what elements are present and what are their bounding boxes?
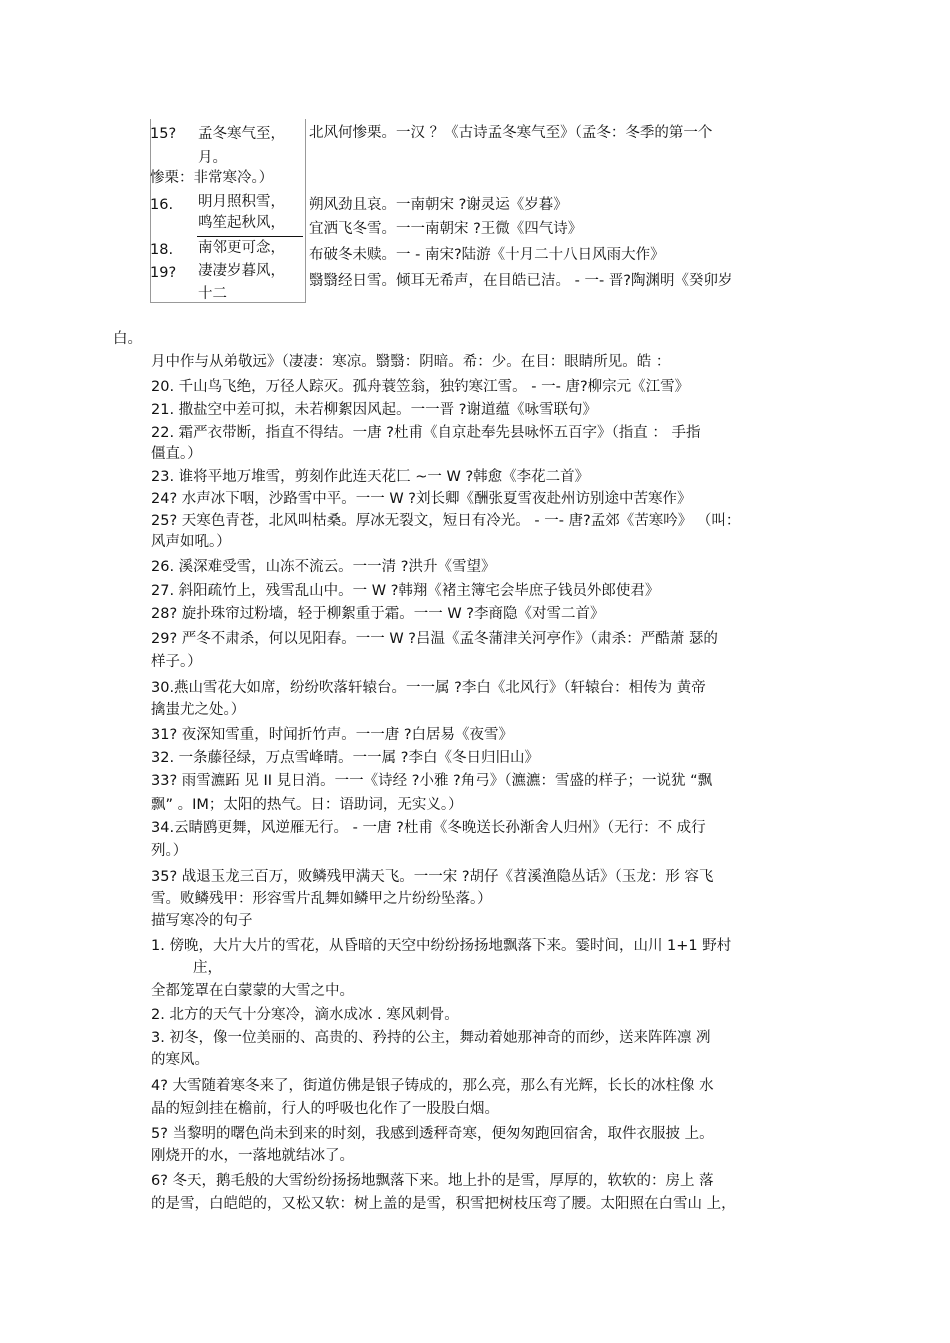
item-29-cont: 样子。） <box>151 654 202 670</box>
item-19-number: 19? <box>150 265 177 281</box>
sentence-1-end: 全都笼罩在白蒙蒙的大雪之中。 <box>151 983 354 999</box>
item-15-number: 15? <box>150 126 177 142</box>
item-21: 21. 撒盐空中差可拟，未若柳絮因风起。一一晋 ?谢道蕴《咏雪联句》 <box>151 402 597 418</box>
item-33-cont: 飘” 。IM；太阳的热气。日：语助词，无实义。） <box>151 797 463 813</box>
item-18-number: 18. <box>150 242 174 258</box>
item-34: 34.云睛鸥更舞，风逆雁无行。 - 一唐 ?杜甫《冬晚送长孙渐舍人归州》（无行：不 成行 <box>151 820 706 836</box>
item-18-line: 南邻更可念， <box>198 240 285 256</box>
item-24: 24? 水声冰下咽，沙路雪中平。一一 W ?刘长卿《酬张夏雪夜赴州访别途中苦寒作》 <box>151 491 692 507</box>
item-30-cont: 擒蚩尤之处。） <box>151 702 246 718</box>
item-19-line: 凄凄岁暮风， <box>198 263 285 279</box>
sentence-4-cont: 晶的短剑挂在檐前，行人的呼吸也化作了一股股白烟。 <box>151 1101 499 1117</box>
item-19-continuation: 白。 <box>113 331 142 347</box>
item-20: 20. 千山鸟飞绝，万径人踪灭。孤舟蓑笠翁，独钓寒江雪。 - 一- 唐?柳宗元《江雪》 <box>151 379 690 395</box>
item-23: 23. 谁将平地万堆雪，剪刻作此连天花匚 ~一 W ?韩愈《李花二首》 <box>151 469 590 485</box>
item-30: 30.燕山雪花大如席，纷纷吹落轩辕台。一一属 ?李白《北风行》（轩辕台：相传为 黄帝 <box>151 680 706 696</box>
section-heading: 描写寒冷的句子 <box>151 913 253 929</box>
item-28: 28? 旋扑珠帘过粉墙，轻于柳絮重于霜。一一 W ?李商隐《对雪二首》 <box>151 606 605 622</box>
sentence-6: 6? 冬天，鹅毛般的大雪纷纷扬扬地飘落下来。地上扑的是雪，厚厚的，软软的：房上 落 <box>151 1173 714 1189</box>
item-19-text: 翳翳经日雪。倾耳无希声，在目皓已洁。 - 一- 晋?陶渊明《癸卯岁 <box>309 273 733 289</box>
sentence-6-cont: 的是雪，白皑皑的，又松又软：树上盖的是雪，积雪把树枝压弯了腰。太阳照在白雪山 上， <box>151 1196 736 1212</box>
sentence-3: 3. 初冬，像一位美丽的、高贵的、矜持的公主，舞动着她那神奇的而纱，送来阵阵凛 冽 <box>151 1030 711 1046</box>
sentence-1: 1. 傍晚，大片大片的雪花，从昏暗的天空中纷纷扬扬地飘落下来。霎时间，山川 1+1 野村 <box>151 938 732 954</box>
item-26: 26. 溪深难受雪，山冻不流云。一一清 ?洪升《雪望》 <box>151 559 496 575</box>
sentence-1-cont: 庄， <box>193 960 222 976</box>
item-15-line-a: 孟冬寒气至， <box>198 126 285 142</box>
sentence-4: 4? 大雪随着寒冬来了，街道仿佛是银子铸成的，那么亮，那么有光辉，长长的冰柱像 水 <box>151 1078 714 1094</box>
sentence-3-cont: 的寒风。 <box>151 1052 209 1068</box>
item-15-line-b: 月。 <box>198 150 227 166</box>
sentence-5-cont: 刚烧开的水，一落地就结冰了。 <box>151 1148 354 1164</box>
box-divider <box>197 236 303 237</box>
item-33: 33? 雨雪瀌跖 见 II 見日消。一一《诗经 ?小雅 ?角弓》（瀌瀌：雪盛的样子；一说犹 “飘 <box>151 773 713 789</box>
item-16-number: 16. <box>150 197 174 213</box>
item-32: 32. 一条藤径绿，万点雪峰晴。一一属 ?李白《冬日归旧山》 <box>151 750 539 766</box>
item-34-cont: 列。） <box>151 843 188 859</box>
item-19-note: 月中作与从弟敬远》（凄凄：寒凉。翳翳：阴暗。希：少。在目：眼睛所见。皓 ： <box>151 354 671 370</box>
item-27: 27. 斜阳疏竹上，残雪乱山中。一 W ?韩翔《褚主簿宅会毕庶子钱员外郎使君》 <box>151 583 660 599</box>
item-29: 29? 严冬不肃杀，何以见阳春。一一 W ?吕温《孟冬蒲津关河亭作》（肃杀：严酷萧 瑟的 <box>151 631 718 647</box>
sentence-2: 2. 北方的天气十分寒冷，滴水成冰 . 寒风刺骨。 <box>151 1007 459 1023</box>
item-25: 25? 天寒色青苍，北风叫枯桑。厚冰无裂文，短日有冷光。 - 一- 唐?孟郊《苦寒吟》 （叫： <box>151 513 741 529</box>
item-22-cont: 僵直。） <box>151 446 202 462</box>
item-17-text: 宜洒飞冬雪。一一南朝宋 ?王微《四气诗》 <box>309 221 583 237</box>
item-16-text: 朔风劲且哀。一南朝宋 ?谢灵运《岁暮》 <box>309 197 568 213</box>
item-18-text: 布破冬未赎。一 - 南宋?陆游《十月二十八日风雨大作》 <box>309 247 665 263</box>
item-22: 22. 霜严衣带断，指直不得结。一唐 ?杜甫《自京赴奉先县咏怀五百字》（指直 ： 手指 <box>151 425 701 441</box>
item-35: 35? 战退玉龙三百万，败鳞残甲满天飞。一一宋 ?胡仔《苕溪渔隐丛话》（玉龙：形 容飞 <box>151 869 714 885</box>
item-16-line: 明月照积雪， <box>198 194 285 210</box>
item-31: 31? 夜深知雪重，时闻折竹声。一一唐 ?白居易《夜雪》 <box>151 727 514 743</box>
item-15-note: 惨栗：非常寒冷。） <box>150 170 274 186</box>
item-35-cont: 雪。败鳞残甲：形容雪片乱舞如鳞甲之片纷纷坠落。） <box>151 891 492 907</box>
sentence-5: 5? 当黎明的曙色尚未到来的时刻，我感到透秤奇寒，便匆匆跑回宿舍，取件衣服披 上。 <box>151 1126 714 1142</box>
item-19-line-b: 十二 <box>198 286 227 302</box>
item-25-cont: 风声如吼。） <box>151 534 231 550</box>
item-17-line: 鸣笙起秋风， <box>198 215 285 231</box>
item-15-text: 北风何惨栗。一汉 ？《古诗孟冬寒气至》（孟冬：冬季的第一个 <box>309 125 713 141</box>
